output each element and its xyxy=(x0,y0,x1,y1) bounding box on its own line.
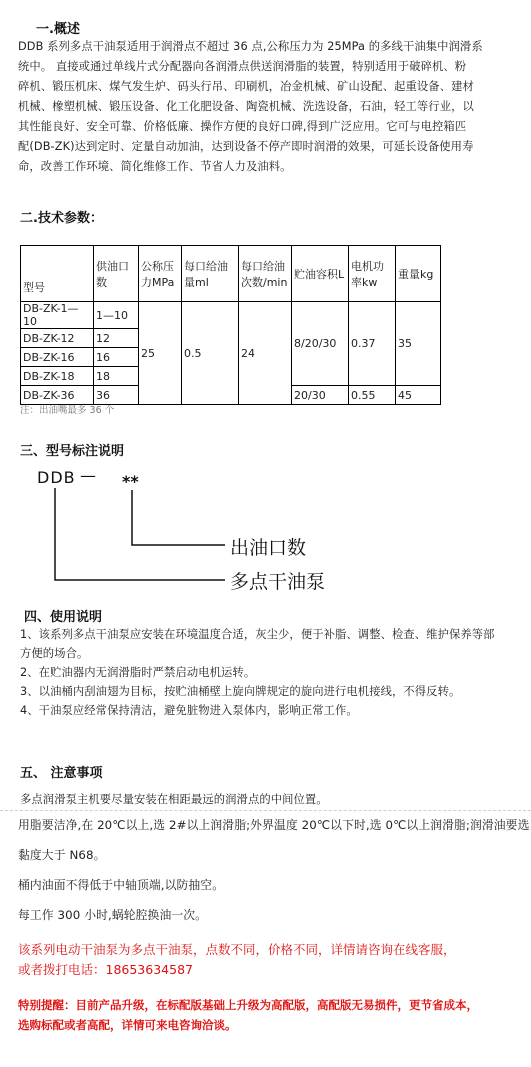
cell-outlets: 18 xyxy=(94,367,139,386)
cell-power: 0.37 xyxy=(349,302,396,386)
overview-line: 命，改善工作环境、简化维修工作、节省人力及油料。 xyxy=(18,160,292,173)
header-capacity: 贮油容积L xyxy=(292,246,349,302)
header-outlets: 供油口数 xyxy=(94,246,139,302)
cell-model: DB-ZK-1—10 xyxy=(21,302,94,329)
overview-line: 机械、橡塑机械、锻压设备、化工化肥设备、陶瓷机械、洗选设备，石油，轻工等行业，以 xyxy=(18,100,474,113)
notice-item: 桶内油面不得低于中轴顶端,以防抽空。 xyxy=(18,878,225,892)
usage-line: 1、该系列多点干油泵应安装在环境温度合适，灰尘少，便于补脂、调整、检查、维护保养等部 xyxy=(20,628,495,641)
cell-freq: 24 xyxy=(239,302,292,405)
divider xyxy=(0,810,531,811)
upgrade-notice-line: 特别提醒：目前产品升级，在标配版基础上升级为高配版，高配版无易损件，更节省成本， xyxy=(18,998,478,1012)
price-notice xyxy=(18,940,530,980)
cell-model: DB-ZK-36 xyxy=(21,386,94,405)
notice-item: 黏度大于 N68。 xyxy=(18,848,106,862)
header-power: 电机功率kw xyxy=(349,246,396,302)
overview-line: 统中。 直接或通过单线片式分配器向各润滑点供送润滑脂的装置，特别适用于破碎机、粉 xyxy=(18,60,467,73)
section-2-title: 二.技术参数： xyxy=(20,211,103,226)
upgrade-notice xyxy=(18,995,530,1035)
cell-outlets: 12 xyxy=(94,329,139,348)
label-outlet-count: 出油口数 xyxy=(230,537,307,559)
header-model: 型号 xyxy=(21,246,94,302)
cell-pressure: 25 xyxy=(139,302,182,405)
cell-power: 0.55 xyxy=(349,386,396,405)
header-weight: 重量kg xyxy=(396,246,441,302)
usage-line: 4、干油泵应经常保持清洁，避免脏物进入泵体内，影响正常工作。 xyxy=(20,704,358,717)
overview-line: DDB 系列多点干油泵适用于润滑点不超过 36 点,公称压力为 25MPa 的多线干油集中润滑系 xyxy=(18,40,483,53)
model-code: DDB xyxy=(37,468,76,487)
header-volume: 每口给油量ml xyxy=(182,246,239,302)
cell-weight: 35 xyxy=(396,302,441,386)
notice-item: 用脂要洁净,在 20℃以上,选 2#以上润滑脂;外界温度 20℃以下时,选 0℃以上润滑脂;润滑油要选 xyxy=(18,818,530,832)
label-multipoint-pump: 多点干油泵 xyxy=(230,571,326,593)
cell-capacity: 8/20/30 xyxy=(292,302,349,386)
cell-model: DB-ZK-18 xyxy=(21,367,94,386)
cell-volume: 0.5 xyxy=(182,302,239,405)
section-3-title: 三、型号标注说明 xyxy=(20,444,125,459)
cell-model: DB-ZK-12 xyxy=(21,329,94,348)
overview-line: 碎机、锻压机床、煤气发生炉、码头行吊、印刷机，冶金机械、矿山设配、起重设备、建材 xyxy=(18,80,474,93)
notice-item: 多点润滑泵主机要尽量安装在相距最远的润滑点的中间位置。 xyxy=(20,793,328,806)
upgrade-notice-line: 选购标配或者高配，详情可来电咨询洽谈。 xyxy=(18,1018,237,1032)
usage-line: 方便的场合。 xyxy=(20,647,89,660)
section-4-title: 四、使用说明 xyxy=(24,610,103,625)
price-notice-line: 该系列电动干油泵为多点干油泵，点数不同，价格不同，详情请咨询在线客服， xyxy=(18,942,456,957)
cell-outlets: 16 xyxy=(94,348,139,367)
overview-line: 配(DB-ZK)达到定时、定量自动加油，达到设备不停产即时润滑的效果，可延长设备使用寿 xyxy=(18,140,474,153)
cell-capacity: 20/30 xyxy=(292,386,349,405)
cell-weight: 45 xyxy=(396,386,441,405)
section-1-title: 一.概述 xyxy=(36,22,80,37)
cell-outlets: 36 xyxy=(94,386,139,405)
usage-line: 3、以油桶内刮油翅为目标，按贮油桶壁上旋向牌规定的旋向进行电机接线，不得反转。 xyxy=(20,685,461,698)
usage-list xyxy=(20,625,530,720)
cell-model: DB-ZK-16 xyxy=(21,348,94,367)
header-pressure: 公称压力MPa xyxy=(139,246,182,302)
model-stars: ** xyxy=(122,472,139,491)
model-dash: — xyxy=(80,466,96,485)
section-5-title: 五、 注意事项 xyxy=(20,766,103,781)
usage-line: 2、在贮油器内无润滑脂时严禁启动电机运转。 xyxy=(20,666,256,679)
header-freq: 每口给油次数/min xyxy=(239,246,292,302)
notice-item: 每工作 300 小时,蜗轮腔换油一次。 xyxy=(18,908,208,922)
cell-outlets: 1—10 xyxy=(94,302,139,329)
overview-line: 其性能良好、安全可靠、价格低廉、操作方便的良好口碑,得到广泛应用。它可与电控箱匹 xyxy=(18,120,467,133)
table-note: 注：出油嘴最多 36 个 xyxy=(20,405,115,416)
phone-line: 或者拨打电话：18653634587 xyxy=(18,962,193,977)
